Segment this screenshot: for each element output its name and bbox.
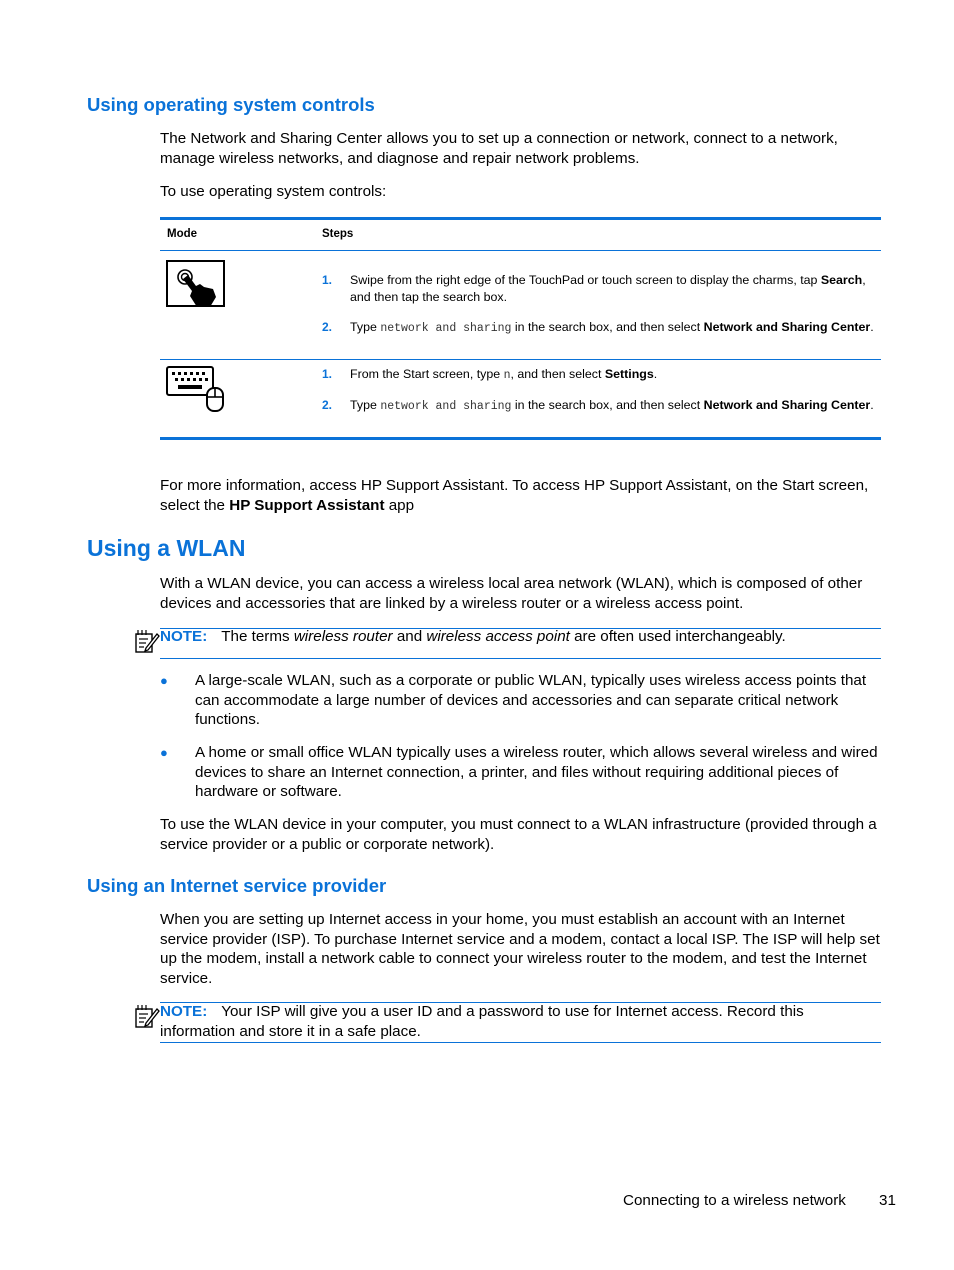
page-number: 31 — [879, 1192, 896, 1209]
table-top-rule — [160, 217, 881, 220]
step-text-part: in the search box, and then select — [511, 320, 704, 334]
step-text-part: , and then tap the search box. — [350, 273, 866, 304]
step-text — [350, 366, 875, 385]
note-label: NOTE: — [160, 628, 208, 645]
step-text-part: Swipe from the right edge of the TouchPad or touch screen to display the charms, tap — [350, 273, 821, 287]
note-label: NOTE: — [160, 1003, 208, 1020]
list-item: A large-scale WLAN, such as a corporate or public WLAN, typically uses wireless access points that can accommodate a large number of devices and accessories and can separate critical network functions. — [195, 672, 867, 729]
section-heading-wlan: Using a WLAN — [87, 535, 246, 561]
step-text-bold: Network and Sharing Center — [703, 398, 871, 412]
list-item: A home or small office WLAN typically uses a wireless router, which allows several wireless and wired devices to share an Internet connection, a printer, and files without requiring additional pieces of hardware or software. — [195, 744, 878, 801]
step-text-part: Type — [350, 398, 381, 412]
os-controls-lead: To use operating system controls: — [160, 183, 387, 200]
step-text-part: in the search box, and then select — [511, 398, 704, 412]
table-row-touch — [166, 260, 226, 312]
step-number: 2. — [322, 320, 333, 334]
note-icon — [134, 1003, 160, 1029]
step-code: network and sharing — [380, 322, 512, 335]
note-text-part: and — [392, 628, 427, 645]
wlan-note — [160, 627, 882, 647]
step-code: network and sharing — [380, 400, 512, 413]
step-text-bold: Search — [820, 273, 863, 287]
table-header-rule — [160, 250, 881, 251]
step-text-bold: Network and Sharing Center — [703, 320, 871, 334]
step-text — [350, 272, 875, 305]
section-heading-isp: Using an Internet service provider — [87, 875, 387, 896]
bullet-marker: ● — [160, 745, 168, 760]
note-text-part: The terms — [221, 628, 294, 645]
os-controls-intro: The Network and Sharing Center allows you to set up a connection or network, connect to a network, manage wireless networks, and diagnose and repair network problems. — [160, 130, 838, 167]
step-text-part: Type — [350, 320, 381, 334]
note-text-part: are often used interchangeably. — [569, 628, 786, 645]
note-text-italic: wireless router — [293, 628, 393, 645]
wlan-closing: To use the WLAN device in your computer, you must connect to a WLAN infrastructure (provided through a service provider or a public or corporate network). — [160, 816, 877, 853]
section-heading-os-controls: Using operating system controls — [87, 94, 375, 115]
isp-intro: When you are setting up Internet access in your home, you must establish an account with an Internet service provider (ISP). To purchase Internet service and a modem, contact a local ISP. The ISP will help set up the modem, install a network cable to connect your wireless router to the modem, and test the Internet service. — [160, 911, 880, 987]
footer-title: Connecting to a wireless network — [623, 1192, 846, 1209]
step-text-part: , and then select — [510, 367, 605, 381]
table-row-keyboard — [166, 366, 228, 412]
note-bottom-rule — [160, 658, 881, 659]
step-text-part: From the Start screen, type — [350, 367, 504, 381]
step-text — [350, 319, 875, 338]
touch-gesture-icon — [166, 260, 226, 312]
note-text-italic: wireless access point — [426, 628, 570, 645]
support-paragraph — [160, 476, 885, 515]
support-text: app — [384, 496, 415, 514]
note-icon — [134, 628, 160, 654]
note-bottom-rule — [160, 1042, 881, 1043]
step-text-bold: Settings — [604, 367, 654, 381]
isp-note — [160, 1002, 882, 1041]
wlan-intro: With a WLAN device, you can access a wireless local area network (WLAN), which is composed of other devices and accessories that are linked by a wireless router or a wireless access point. — [160, 575, 863, 612]
column-header-steps: Steps — [322, 228, 354, 240]
step-number: 2. — [322, 398, 333, 412]
keyboard-mouse-icon — [166, 366, 228, 412]
support-app-name: HP Support Assistant — [229, 496, 385, 514]
step-text-part: . — [870, 320, 874, 334]
note-text-part: Your ISP will give you a user ID and a password to use for Internet access. Record this information and store it in a safe place. — [160, 1003, 804, 1040]
step-number: 1. — [322, 367, 333, 381]
bullet-marker: ● — [160, 673, 168, 688]
step-text-part: . — [870, 398, 874, 412]
step-code: n — [503, 369, 511, 382]
table-bottom-rule — [160, 437, 881, 440]
table-row-rule — [160, 359, 881, 360]
step-text-part: . — [653, 367, 658, 381]
column-header-mode: Mode — [167, 228, 198, 240]
support-text: For more information, access HP Support Assistant. To access HP Support Assistant, on the Start screen, select the — [160, 477, 869, 514]
step-text — [350, 397, 875, 416]
step-number: 1. — [322, 273, 333, 287]
